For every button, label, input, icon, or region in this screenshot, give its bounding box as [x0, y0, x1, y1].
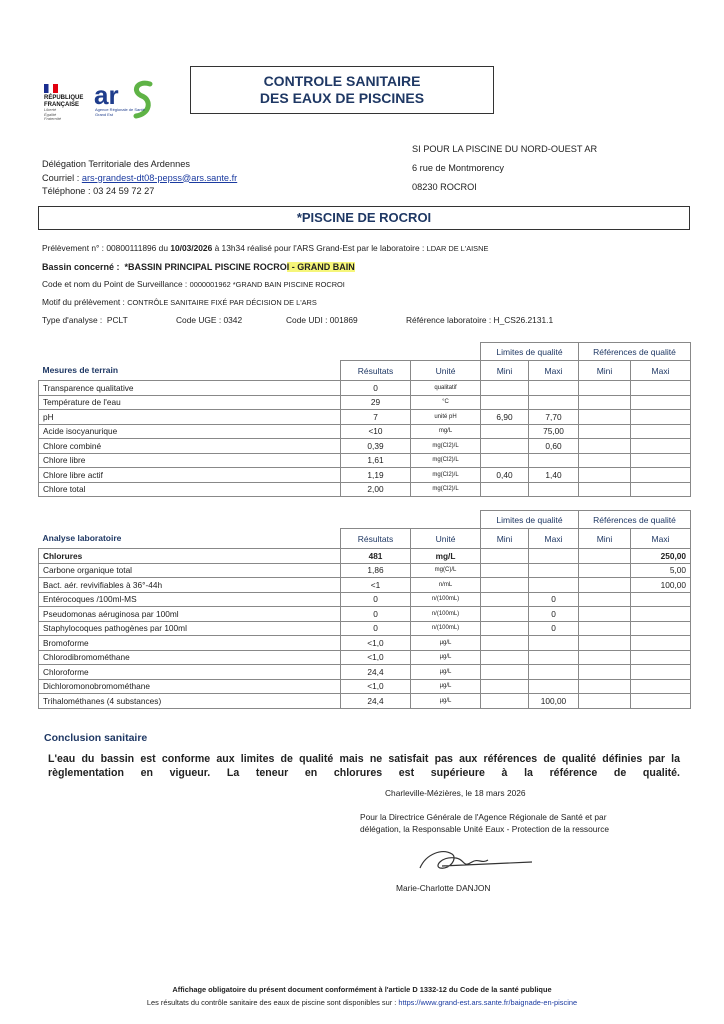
reference-min: [579, 424, 631, 439]
limit-max: [529, 679, 579, 694]
bassin-name-highlighted: I - GRAND BAIN: [286, 262, 355, 272]
limit-max: 0: [529, 607, 579, 622]
piscine-title: *PISCINE DE ROCROI: [38, 206, 690, 230]
limit-max: [529, 549, 579, 564]
reference-max: [631, 439, 691, 454]
unit-value: unité pH: [411, 410, 481, 425]
motif-line: Motif du prélèvement : CONTRÔLE SANITAIRE FIXÉ PAR DÉCISION DE L'ARS: [42, 297, 317, 307]
reference-min: [579, 578, 631, 593]
limit-max: [529, 482, 579, 497]
unit-value: n/(100mL): [411, 621, 481, 636]
reference-laboratoire: Référence laboratoire : H_CS26.2131.1: [406, 315, 554, 325]
result-value: 1,86: [341, 563, 411, 578]
reference-max: [631, 636, 691, 651]
reference-max: [631, 665, 691, 680]
parameter-name: Chloroforme: [39, 665, 341, 680]
unit-value: µg/L: [411, 694, 481, 709]
result-value: 481: [341, 549, 411, 564]
table-row: [39, 607, 691, 622]
result-value: 0,39: [341, 439, 411, 454]
reference-min: [579, 468, 631, 483]
sender-phone: Téléphone : 03 24 59 72 27: [42, 186, 155, 196]
table-row: [39, 636, 691, 651]
parameter-name: Dichloromonobromométhane: [39, 679, 341, 694]
parameter-name: pH: [39, 410, 341, 425]
email-label: Courriel :: [42, 172, 82, 183]
reference-max: [631, 607, 691, 622]
parameter-name: Trihalométhanes (4 substances): [39, 694, 341, 709]
limit-min: [481, 679, 529, 694]
type-analyse-line: Type d'analyse : PCLT Code UGE : 0342 Code UDI : 001869 Référence laboratoire : H_CS26.2131.1: [42, 315, 554, 325]
unit-value: n/(100mL): [411, 592, 481, 607]
limit-min: 6,90: [481, 410, 529, 425]
result-value: 2,00: [341, 482, 411, 497]
unit-value: qualitatif: [411, 381, 481, 396]
limit-min: [481, 607, 529, 622]
point-surveillance-line: Code et nom du Point de Surveillance : 0000001962 *GRAND BAIN PISCINE ROCROI: [42, 279, 345, 289]
handwritten-signature: [412, 840, 542, 880]
table-row: [39, 563, 691, 578]
svg-text:Agence Régionale de Santé: Agence Régionale de Santé: [95, 107, 145, 112]
reference-max: [631, 395, 691, 410]
reference-max: [631, 410, 691, 425]
limit-max: [529, 636, 579, 651]
result-value: 0: [341, 621, 411, 636]
reference-max: [631, 592, 691, 607]
parameter-name: Staphylocoques pathogènes par 100ml: [39, 621, 341, 636]
table-row: [39, 410, 691, 425]
result-value: <1,0: [341, 650, 411, 665]
reference-min: [579, 563, 631, 578]
svg-text:Grand Est: Grand Est: [95, 112, 114, 117]
marianne-flag-icon: [44, 84, 58, 93]
reference-max: [631, 694, 691, 709]
unit-value: mg(Cl2)/L: [411, 439, 481, 454]
conclusion-title: Conclusion sanitaire: [44, 732, 148, 744]
unit-value: µg/L: [411, 650, 481, 665]
unit-value: n/(100mL): [411, 607, 481, 622]
reference-max: 100,00: [631, 578, 691, 593]
reference-min: [579, 549, 631, 564]
limit-min: [481, 439, 529, 454]
parameter-name: Carbone organique total: [39, 563, 341, 578]
reference-min: [579, 453, 631, 468]
terrain-results-table: Limites de qualité Références de qualité Mesures de terrain Résultats Unité Mini Maxi Mini Maxi Transparence qualitative 0 qualitatif Température de l'eau 29 °C pH 7 unité pH 6,90 7,70 Acide isocyanurique <10 mg/L 75,00 Chlore combiné 0,39 mg(Cl2)/L 0,60 Chlore libre 1,61 mg(Cl2)/L Chlore libre actif 1,19 mg(Cl2)/L 0,40 1,40 Chlore total 2,00 mg(Cl2)/L: [38, 342, 691, 497]
conclusion-text: L'eau du bassin est conforme aux limites de qualité mais ne satisfait pas aux références de qualité définies par la règlementation en vigueur. La teneur en chlorures est supérieure à la référence de qualité.: [48, 753, 680, 779]
result-value: 24,4: [341, 665, 411, 680]
result-value: 1,61: [341, 453, 411, 468]
table-row: [39, 482, 691, 497]
reference-max: [631, 621, 691, 636]
laboratory-name: LDAR DE L'AISNE: [426, 244, 489, 253]
result-value: 24,4: [341, 694, 411, 709]
delegation-text: Pour la Directrice Générale de l'Agence Régionale de Santé et par délégation, la Responsable Unité Eaux - Protection de la ressource: [360, 812, 610, 834]
limit-min: [481, 578, 529, 593]
limit-max: 0: [529, 621, 579, 636]
reference-max: [631, 424, 691, 439]
signature-icon: [412, 840, 542, 880]
limit-max: 7,70: [529, 410, 579, 425]
reference-min: [579, 650, 631, 665]
table-row: [39, 549, 691, 564]
parameter-name: Chlore total: [39, 482, 341, 497]
code-uge: Code UGE : 0342: [176, 315, 243, 325]
document-title-box: [190, 66, 494, 114]
motif-value: CONTRÔLE SANITAIRE FIXÉ PAR DÉCISION DE L'ARS: [127, 298, 317, 307]
parameter-name: Température de l'eau: [39, 395, 341, 410]
table-row: [39, 665, 691, 680]
limit-max: 100,00: [529, 694, 579, 709]
parameter-name: Chlore libre: [39, 453, 341, 468]
limit-max: [529, 395, 579, 410]
limit-max: [529, 578, 579, 593]
recipient-name: SI POUR LA PISCINE DU NORD-OUEST AR: [412, 144, 598, 154]
reference-min: [579, 381, 631, 396]
limit-max: 0,60: [529, 439, 579, 454]
limit-min: [481, 650, 529, 665]
reference-max: [631, 453, 691, 468]
parameter-name: Entérocoques /100ml-MS: [39, 592, 341, 607]
unit-value: mg(Cl2)/L: [411, 482, 481, 497]
parameter-name: Chlorodibromométhane: [39, 650, 341, 665]
unit-value: µg/L: [411, 679, 481, 694]
unit-value: µg/L: [411, 636, 481, 651]
prelevement-number: 00800111896: [106, 243, 157, 253]
parameter-name: Bact. aér. revivifiables à 36°-44h: [39, 578, 341, 593]
footer-results-link-line: Les résultats du contrôle sanitaire des eaux de piscine sont disponibles sur : https://www.grand-est.ars.sante.fr/baignade-en-piscine: [146, 998, 578, 1007]
reference-min: [579, 694, 631, 709]
parameter-name: Transparence qualitative: [39, 381, 341, 396]
table-row: [39, 468, 691, 483]
unit-value: µg/L: [411, 665, 481, 680]
parameter-name: Bromoforme: [39, 636, 341, 651]
signature-date: Charleville-Mézières, le 18 mars 2026: [385, 788, 526, 798]
parameter-name: Pseudomonas aéruginosa par 100ml: [39, 607, 341, 622]
reference-min: [579, 482, 631, 497]
table-row: [39, 424, 691, 439]
reference-max: [631, 482, 691, 497]
reference-max: [631, 468, 691, 483]
svg-text:ar: ar: [94, 80, 119, 110]
result-value: 0: [341, 592, 411, 607]
limit-min: 0,40: [481, 468, 529, 483]
limit-max: [529, 453, 579, 468]
document-title-line1: CONTROLE SANITAIRE: [263, 73, 421, 89]
limit-min: [481, 549, 529, 564]
limit-min: [481, 453, 529, 468]
recipient-street: 6 rue de Montmorency: [412, 163, 504, 173]
result-value: 0: [341, 607, 411, 622]
limit-max: 75,00: [529, 424, 579, 439]
reference-min: [579, 439, 631, 454]
unit-value: mg(Cl2)/L: [411, 468, 481, 483]
limit-min: [481, 636, 529, 651]
limit-max: [529, 563, 579, 578]
limit-min: [481, 563, 529, 578]
parameter-name: Chlore libre actif: [39, 468, 341, 483]
limit-min: [481, 381, 529, 396]
reference-max: 250,00: [631, 549, 691, 564]
parameter-name: Acide isocyanurique: [39, 424, 341, 439]
reference-min: [579, 679, 631, 694]
sender-delegation: Délégation Territoriale des Ardennes: [42, 159, 190, 169]
result-value: <1,0: [341, 636, 411, 651]
unit-value: mg(Cl2)/L: [411, 453, 481, 468]
result-value: <1,0: [341, 679, 411, 694]
reference-min: [579, 636, 631, 651]
reference-max: [631, 679, 691, 694]
result-value: <10: [341, 424, 411, 439]
table-row: [39, 592, 691, 607]
point-surveillance-value: 0000001962 *GRAND BAIN PISCINE ROCROI: [189, 280, 345, 289]
limit-max: [529, 650, 579, 665]
result-value: 29: [341, 395, 411, 410]
reference-max: [631, 650, 691, 665]
limites-qualite-header: Limites de qualité: [481, 343, 579, 361]
unit-value: n/mL: [411, 578, 481, 593]
table-row: [39, 381, 691, 396]
table-row: [39, 621, 691, 636]
terrain-section-title: Mesures de terrain: [39, 361, 341, 381]
labo-section-title: Analyse laboratoire: [39, 529, 341, 549]
limit-min: [481, 665, 529, 680]
code-udi: Code UDI : 001869: [286, 315, 358, 325]
reference-max: 5,00: [631, 563, 691, 578]
table-row: [39, 439, 691, 454]
prelevement-date: 10/03/2026: [170, 243, 213, 253]
table-row: [39, 694, 691, 709]
limit-min: [481, 395, 529, 410]
ars-logo: [92, 78, 162, 124]
table-row: [39, 578, 691, 593]
unit-value: mg/L: [411, 549, 481, 564]
footer-legal-notice: Affichage obligatoire du présent document conformément à l'article D 1332-12 du Code de la santé publique: [172, 985, 552, 994]
table-row: [39, 650, 691, 665]
reference-min: [579, 607, 631, 622]
reference-min: [579, 592, 631, 607]
email-link[interactable]: ars-grandest-dt08-pepss@ars.sante.fr: [81, 172, 238, 183]
limit-max: 0: [529, 592, 579, 607]
reference-min: [579, 665, 631, 680]
references-qualite-header: Références de qualité: [579, 343, 691, 361]
type-analyse-value: PCLT: [106, 315, 128, 325]
limit-min: [481, 424, 529, 439]
result-value: 0: [341, 381, 411, 396]
result-value: 1,19: [341, 468, 411, 483]
republique-francaise-logo: RÉPUBLIQUE FRANÇAISE Liberté Égalité Fraternité: [44, 84, 90, 122]
limit-min: [481, 694, 529, 709]
limit-max: [529, 381, 579, 396]
limit-max: 1,40: [529, 468, 579, 483]
prelevement-line: Prélèvement n° : 00800111896 du 10/03/2026 à 13h34 réalisé pour l'ARS Grand-Est par le laboratoire : LDAR DE L'AISNE: [42, 243, 489, 253]
reference-min: [579, 395, 631, 410]
signer-name: Marie-Charlotte DANJON: [396, 883, 491, 893]
document-title-line2: DES EAUX DE PISCINES: [259, 90, 425, 106]
ars-logo-icon: [92, 78, 162, 124]
unit-value: °C: [411, 395, 481, 410]
sender-block: [42, 158, 237, 199]
limit-min: [481, 621, 529, 636]
result-value: <1: [341, 578, 411, 593]
limit-min: [481, 592, 529, 607]
bassin-name: *BASSIN PRINCIPAL PISCINE ROCRO: [124, 262, 287, 272]
unit-value: mg(C)/L: [411, 563, 481, 578]
result-value: 7: [341, 410, 411, 425]
labo-results-table: Limites de qualité Références de qualité Analyse laboratoire Résultats Unité Mini Maxi Mini Maxi Chlorures 481 mg/L 250,00 Carbone organique total 1,86 mg(C)/L 5,00 Bact. aér. revivifiables à 36°-44h <1 n/mL 100,00 Entérocoques /100ml-MS 0 n/(100mL) 0 Pseudomonas aéruginosa par 100ml 0 n/(100mL) 0 Staphylocoques pathogènes par 100ml 0 n/(100mL) 0 Bromoforme <1,0 µg/L Chlorodibromométhane <1,0 µg/L Chloroforme 24,4 µg/L Dichloromonobromométhane <1,0 µg/L Trihalométhanes (4 substances) 24,4 µg/L 100,00: [38, 510, 691, 709]
reference-max: [631, 381, 691, 396]
table-row: [39, 453, 691, 468]
unit-value: mg/L: [411, 424, 481, 439]
table-row: [39, 679, 691, 694]
reference-min: [579, 410, 631, 425]
bassin-line: Bassin concerné : *BASSIN PRINCIPAL PISCINE ROCROI - GRAND BAIN: [42, 262, 355, 272]
parameter-name: Chlore combiné: [39, 439, 341, 454]
results-website-link[interactable]: https://www.grand-est.ars.sante.fr/baignade-en-piscine: [398, 998, 578, 1007]
recipient-city: 08230 ROCROI: [412, 182, 477, 192]
limit-min: [481, 482, 529, 497]
table-row: [39, 395, 691, 410]
limit-max: [529, 665, 579, 680]
recipient-address: [412, 140, 597, 197]
reference-min: [579, 621, 631, 636]
parameter-name: Chlorures: [39, 549, 341, 564]
